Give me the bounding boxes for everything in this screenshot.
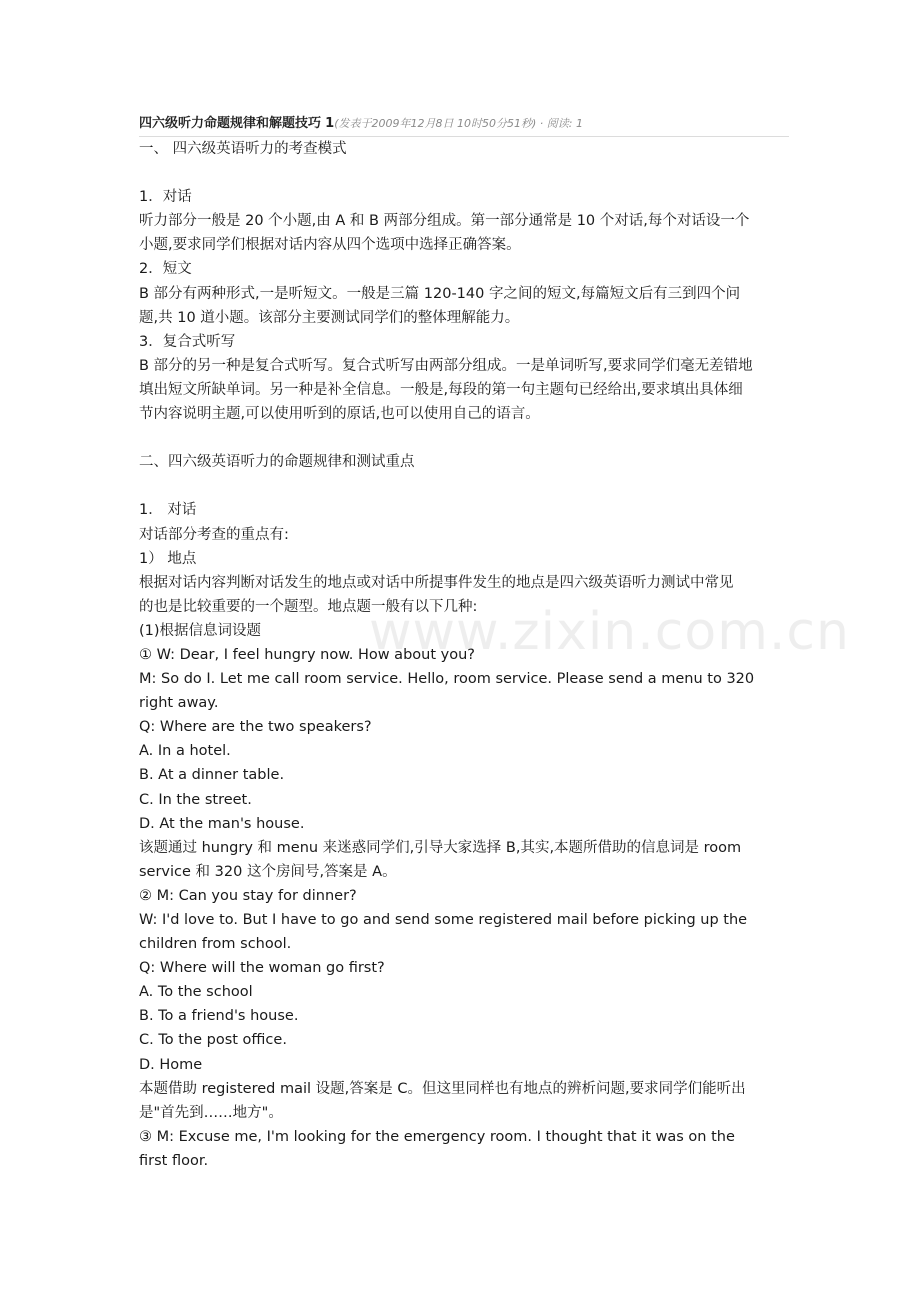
article-header — [139, 112, 789, 137]
body-line: 2．短文 — [139, 261, 192, 278]
body-line: D. Home — [139, 1056, 203, 1073]
article-title: 四六级听力命题规律和解题技巧 — [139, 116, 322, 131]
body-line: 根据对话内容判断对话发生的地点或对话中所提事件发生的地点是四六级英语听力测试中常见 — [139, 574, 734, 591]
body-line: 1． 对话 — [139, 502, 197, 519]
body-line: B. To a friend's house. — [139, 1008, 299, 1025]
body-line: 是"首先到……地方"。 — [139, 1104, 283, 1121]
body-line: A. In a hotel. — [139, 743, 231, 760]
body-line: 1） 地点 — [139, 550, 197, 567]
body-line: ② M: Can you stay for dinner? — [139, 887, 357, 904]
body-line: M: So do I. Let me call room service. Hello, room service. Please send a menu to 320 — [139, 671, 755, 688]
body-line: D. At the man's house. — [139, 815, 305, 832]
body-line: 1．对话 — [139, 189, 192, 206]
body-line: A. To the school — [139, 984, 253, 1001]
body-line: C. In the street. — [139, 791, 252, 808]
body-line: W: I'd love to. But I have to go and send some registered mail before picking up the — [139, 912, 748, 928]
blank-line — [139, 474, 789, 498]
body-line: B 部分有两种形式,一是听短文。一般是三篇 120-140 字之间的短文,每篇短文后有三到四个问 — [139, 285, 741, 302]
body-line: first floor. — [139, 1152, 209, 1169]
body-line: (1)根据信息词设题 — [139, 622, 262, 639]
body-line: 二、四六级英语听力的命题规律和测试重点 — [139, 454, 415, 471]
body-line: B 部分的另一种是复合式听写。复合式听写由两部分组成。一是单词听写,要求同学们毫无差错地 — [139, 357, 753, 374]
body-line: C. To the post office. — [139, 1032, 287, 1049]
article-meta — [334, 117, 583, 130]
body-line: 该题通过 hungry 和 menu 来迷惑同学们,引导大家选择 B,其实,本题所借助的信息词是 room — [139, 839, 742, 856]
body-line: 小题,要求同学们根据对话内容从四个选项中选择正确答案。 — [139, 237, 521, 254]
body-line: 题,共 10 道小题。该部分主要测试同学们的整体理解能力。 — [139, 309, 520, 326]
body-line: 3．复合式听写 — [139, 333, 236, 350]
body-line: ① W: Dear, I feel hungry now. How about you? — [139, 646, 475, 663]
body-line: Q: Where will the woman go first? — [139, 960, 385, 977]
body-line: 一、 四六级英语听力的考查模式 — [139, 141, 347, 157]
body-line: 对话部分考查的重点有: — [139, 526, 289, 543]
body-line: 节内容说明主题,可以使用听到的原话,也可以使用自己的语言。 — [139, 406, 540, 423]
body-line: 听力部分一般是 20 个小题,由 A 和 B 两部分组成。第一部分通常是 10 个对话,每个对话设一个 — [139, 213, 750, 230]
body-line: service 和 320 这个房间号,答案是 A。 — [139, 863, 397, 880]
body-line: children from school. — [139, 936, 292, 953]
body-line: Q: Where are the two speakers? — [139, 719, 372, 736]
body-line: ③ M: Excuse me, I'm looking for the emergency room. I thought that it was on the — [139, 1128, 735, 1145]
read-count: 1 — [575, 117, 583, 130]
blank-line — [139, 161, 789, 185]
article-meta-text: (发表于2009年12月8日 10时50分51秒) · 阅读: — [334, 117, 576, 130]
body-line: B. At a dinner table. — [139, 767, 285, 784]
watermark: www.zixin.com.cn — [369, 602, 850, 662]
blank-line — [139, 426, 789, 450]
article-title-number: 1 — [325, 116, 335, 131]
body-line: right away. — [139, 695, 219, 712]
body-line: 本题借助 registered mail 设题,答案是 C。但这里同样也有地点的辨析问题,要求同学们能听出 — [139, 1080, 746, 1097]
body-line: 的也是比较重要的一个题型。地点题一般有以下几种: — [139, 598, 478, 615]
body-line: 填出短文所缺单词。另一种是补全信息。一般是,每段的第一句主题句已经给出,要求填出具体细 — [139, 381, 743, 398]
